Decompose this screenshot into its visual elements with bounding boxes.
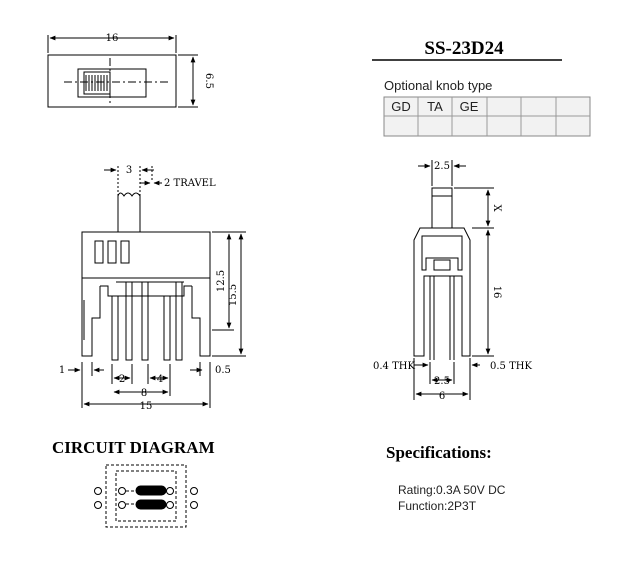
part-number: SS-23D24 — [424, 38, 504, 59]
thk-right-label: 0.5 THK — [490, 361, 532, 372]
circuit-terminal — [167, 502, 174, 509]
circuit-slider-contact — [136, 486, 166, 495]
knob-type-cell: TA — [427, 99, 443, 114]
travel-label: 2 TRAVEL — [164, 178, 216, 189]
side-contact — [434, 260, 450, 270]
circuit-terminal — [95, 502, 102, 509]
side-view — [414, 160, 494, 400]
knob-table — [384, 97, 590, 136]
circuit-terminal — [119, 502, 126, 509]
spec-function: Function:2P3T — [398, 499, 477, 513]
side-actuator — [432, 188, 452, 228]
dim-1-label: 1 — [58, 365, 66, 376]
side-inner — [422, 236, 462, 270]
dim-15-label: 15 — [139, 401, 153, 412]
front-window — [121, 241, 129, 263]
circuit-heading: CIRCUIT DIAGRAM — [52, 438, 215, 457]
front-terminal — [176, 282, 182, 360]
circuit-slider-contact — [136, 500, 166, 509]
dim-15-5-label: 15.5 — [228, 283, 239, 307]
front-frame-leg-left — [82, 278, 100, 356]
top-height-label: 6.5 — [203, 73, 214, 89]
spec-rating: Rating:0.3A 50V DC — [398, 483, 506, 497]
top-view — [48, 35, 198, 107]
circuit-terminal — [191, 502, 198, 509]
top-view-body — [48, 55, 176, 107]
side-dim-6: 6 — [438, 391, 446, 402]
dim-8-label: 8 — [140, 388, 148, 399]
knob-type-cell: GD — [391, 99, 411, 114]
circuit-terminal — [191, 488, 198, 495]
dim-4-label: 4 — [156, 374, 164, 385]
top-width-label: 16 — [105, 33, 119, 44]
side-dim-2-5-top: 2.5 — [434, 161, 450, 172]
front-terminal — [164, 296, 170, 360]
front-window — [95, 241, 103, 263]
knob-type-cell: GE — [459, 99, 479, 114]
front-actuator — [118, 193, 140, 232]
front-window — [108, 241, 116, 263]
front-terminal — [112, 296, 118, 360]
knob-table-heading: Optional knob type — [384, 78, 493, 93]
front-frame-leg-right — [192, 278, 210, 356]
front-housing — [82, 232, 210, 278]
top-view-knob — [84, 72, 110, 94]
dim-0-5-label: 0.5 — [215, 365, 231, 376]
side-dim-x: X — [491, 204, 502, 212]
specs-heading: Specifications: — [386, 443, 492, 462]
dim-3-label: 3 — [125, 165, 133, 176]
circuit-terminal — [95, 488, 102, 495]
circuit-diagram — [95, 465, 198, 527]
front-terminal — [126, 282, 132, 360]
front-terminal — [142, 282, 148, 360]
dim-2-label: 2 — [118, 374, 126, 385]
side-dim-2-5-bottom: 2.5 — [434, 376, 450, 387]
dim-12-5-label: 12.5 — [216, 269, 227, 293]
circuit-terminal — [167, 488, 174, 495]
side-dim-16: 16 — [491, 285, 502, 299]
thk-left-label: 0.4 THK — [373, 361, 415, 372]
circuit-terminal — [119, 488, 126, 495]
